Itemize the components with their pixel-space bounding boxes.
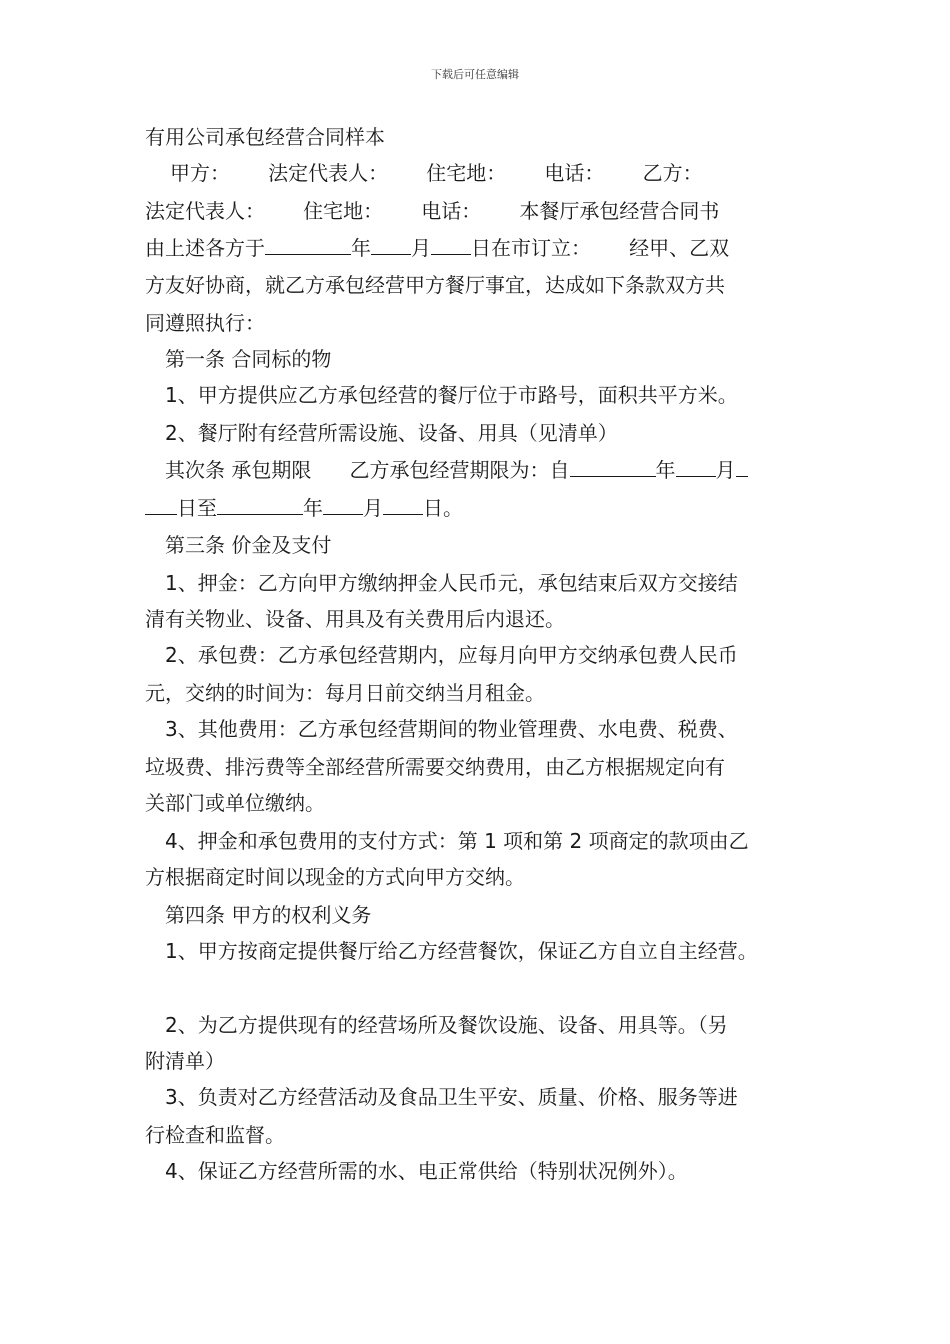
article-1-item-1: 1、甲方提供应乙方承包经营的餐厅位于市路号，面积共平方米。 bbox=[165, 383, 738, 407]
article-3-item-4-line-1: 4、押金和承包费用的支付方式：第 1 项和第 2 项商定的款项由乙 bbox=[165, 829, 749, 853]
article-3-item-2-line-1: 2、承包费：乙方承包经营期内，应每月向甲方交纳承包费人民币 bbox=[165, 643, 738, 667]
text-segment: 年 bbox=[303, 496, 323, 520]
text-segment: 年 bbox=[351, 236, 371, 260]
article-3-item-4-line-2: 方根据商定时间以现金的方式向甲方交纳。 bbox=[145, 865, 525, 889]
document-title: 有用公司承包经营合同样本 bbox=[145, 125, 385, 149]
article-3-item-3-line-1: 3、其他费用：乙方承包经营期间的物业管理费、水电费、税费、 bbox=[165, 717, 738, 741]
text-segment: 月 bbox=[363, 496, 383, 520]
text-segment: 其次条 承包期限 乙方承包经营期限为：自 bbox=[165, 458, 570, 482]
article-2-line-1 bbox=[165, 456, 855, 482]
article-4-item-1: 1、甲方按商定提供餐厅给乙方经营餐饮，保证乙方自立自主经营。 bbox=[165, 939, 758, 963]
text-segment: 日。 bbox=[423, 496, 463, 520]
article-3-item-2-line-2: 元，交纳的时间为：每月日前交纳当月租金。 bbox=[145, 681, 545, 705]
text-segment: 由上述各方于 bbox=[145, 236, 265, 260]
article-4-item-4: 4、保证乙方经营所需的水、电正常供给（特别状况例外）。 bbox=[165, 1159, 688, 1183]
blank-month bbox=[371, 234, 411, 255]
article-4-item-3-line-1: 3、负责对乙方经营活动及食品卫生平安、质量、价格、服务等进 bbox=[165, 1085, 738, 1109]
blank-start-day bbox=[145, 494, 177, 515]
text-segment: 日至 bbox=[177, 496, 217, 520]
article-3-item-1-line-2: 清有关物业、设备、用具及有关费用后内退还。 bbox=[145, 607, 565, 631]
contract-intro-line-2: 方友好协商，就乙方承包经营甲方餐厅事宜，达成如下条款双方共 bbox=[145, 273, 725, 297]
article-4-item-3-line-2: 行检查和监督。 bbox=[145, 1123, 285, 1147]
blank-start-month bbox=[676, 456, 716, 477]
blank-day bbox=[431, 234, 471, 255]
blank-year bbox=[265, 234, 351, 255]
article-3-heading: 第三条 价金及支付 bbox=[165, 533, 332, 557]
article-4-item-2-line-1: 2、为乙方提供现有的经营场所及餐饮设施、设备、用具等。（另 bbox=[165, 1013, 728, 1037]
article-4-heading: 第四条 甲方的权利义务 bbox=[165, 903, 372, 927]
page-header-note: 下载后可任意编辑 bbox=[431, 68, 519, 81]
article-1-heading: 第一条 合同标的物 bbox=[165, 347, 332, 371]
blank-start-year bbox=[570, 456, 656, 477]
article-3-item-3-line-3: 关部门或单位缴纳。 bbox=[145, 791, 325, 815]
article-3-item-1-line-1: 1、押金：乙方向甲方缴纳押金人民币元，承包结束后双方交接结 bbox=[165, 571, 738, 595]
blank-start-day-part bbox=[736, 456, 748, 477]
article-3-item-3-line-2: 垃圾费、排污费等全部经营所需要交纳费用，由乙方根据规定向有 bbox=[145, 755, 725, 779]
contract-intro-line-3: 同遵照执行： bbox=[145, 311, 265, 335]
article-2-line-2 bbox=[145, 494, 835, 520]
text-segment: 月 bbox=[715, 458, 736, 482]
text-segment: 日在市订立： 经甲、乙双 bbox=[471, 236, 730, 260]
blank-end-day bbox=[383, 494, 423, 515]
party-info-line-2: 法定代表人： 住宅地： 电话： 本餐厅承包经营合同书 bbox=[145, 199, 720, 223]
text-segment: 年 bbox=[655, 458, 676, 482]
text-segment: 月 bbox=[411, 236, 431, 260]
article-1-item-2: 2、餐厅附有经营所需设施、设备、用具（见清单） bbox=[165, 421, 618, 445]
party-info-line-1: 甲方： 法定代表人： 住宅地： 电话： 乙方： bbox=[170, 161, 703, 185]
blank-end-month bbox=[323, 494, 363, 515]
contract-intro-line-1 bbox=[145, 234, 835, 260]
article-4-item-2-line-2: 附清单） bbox=[145, 1049, 225, 1073]
blank-end-year bbox=[217, 494, 303, 515]
